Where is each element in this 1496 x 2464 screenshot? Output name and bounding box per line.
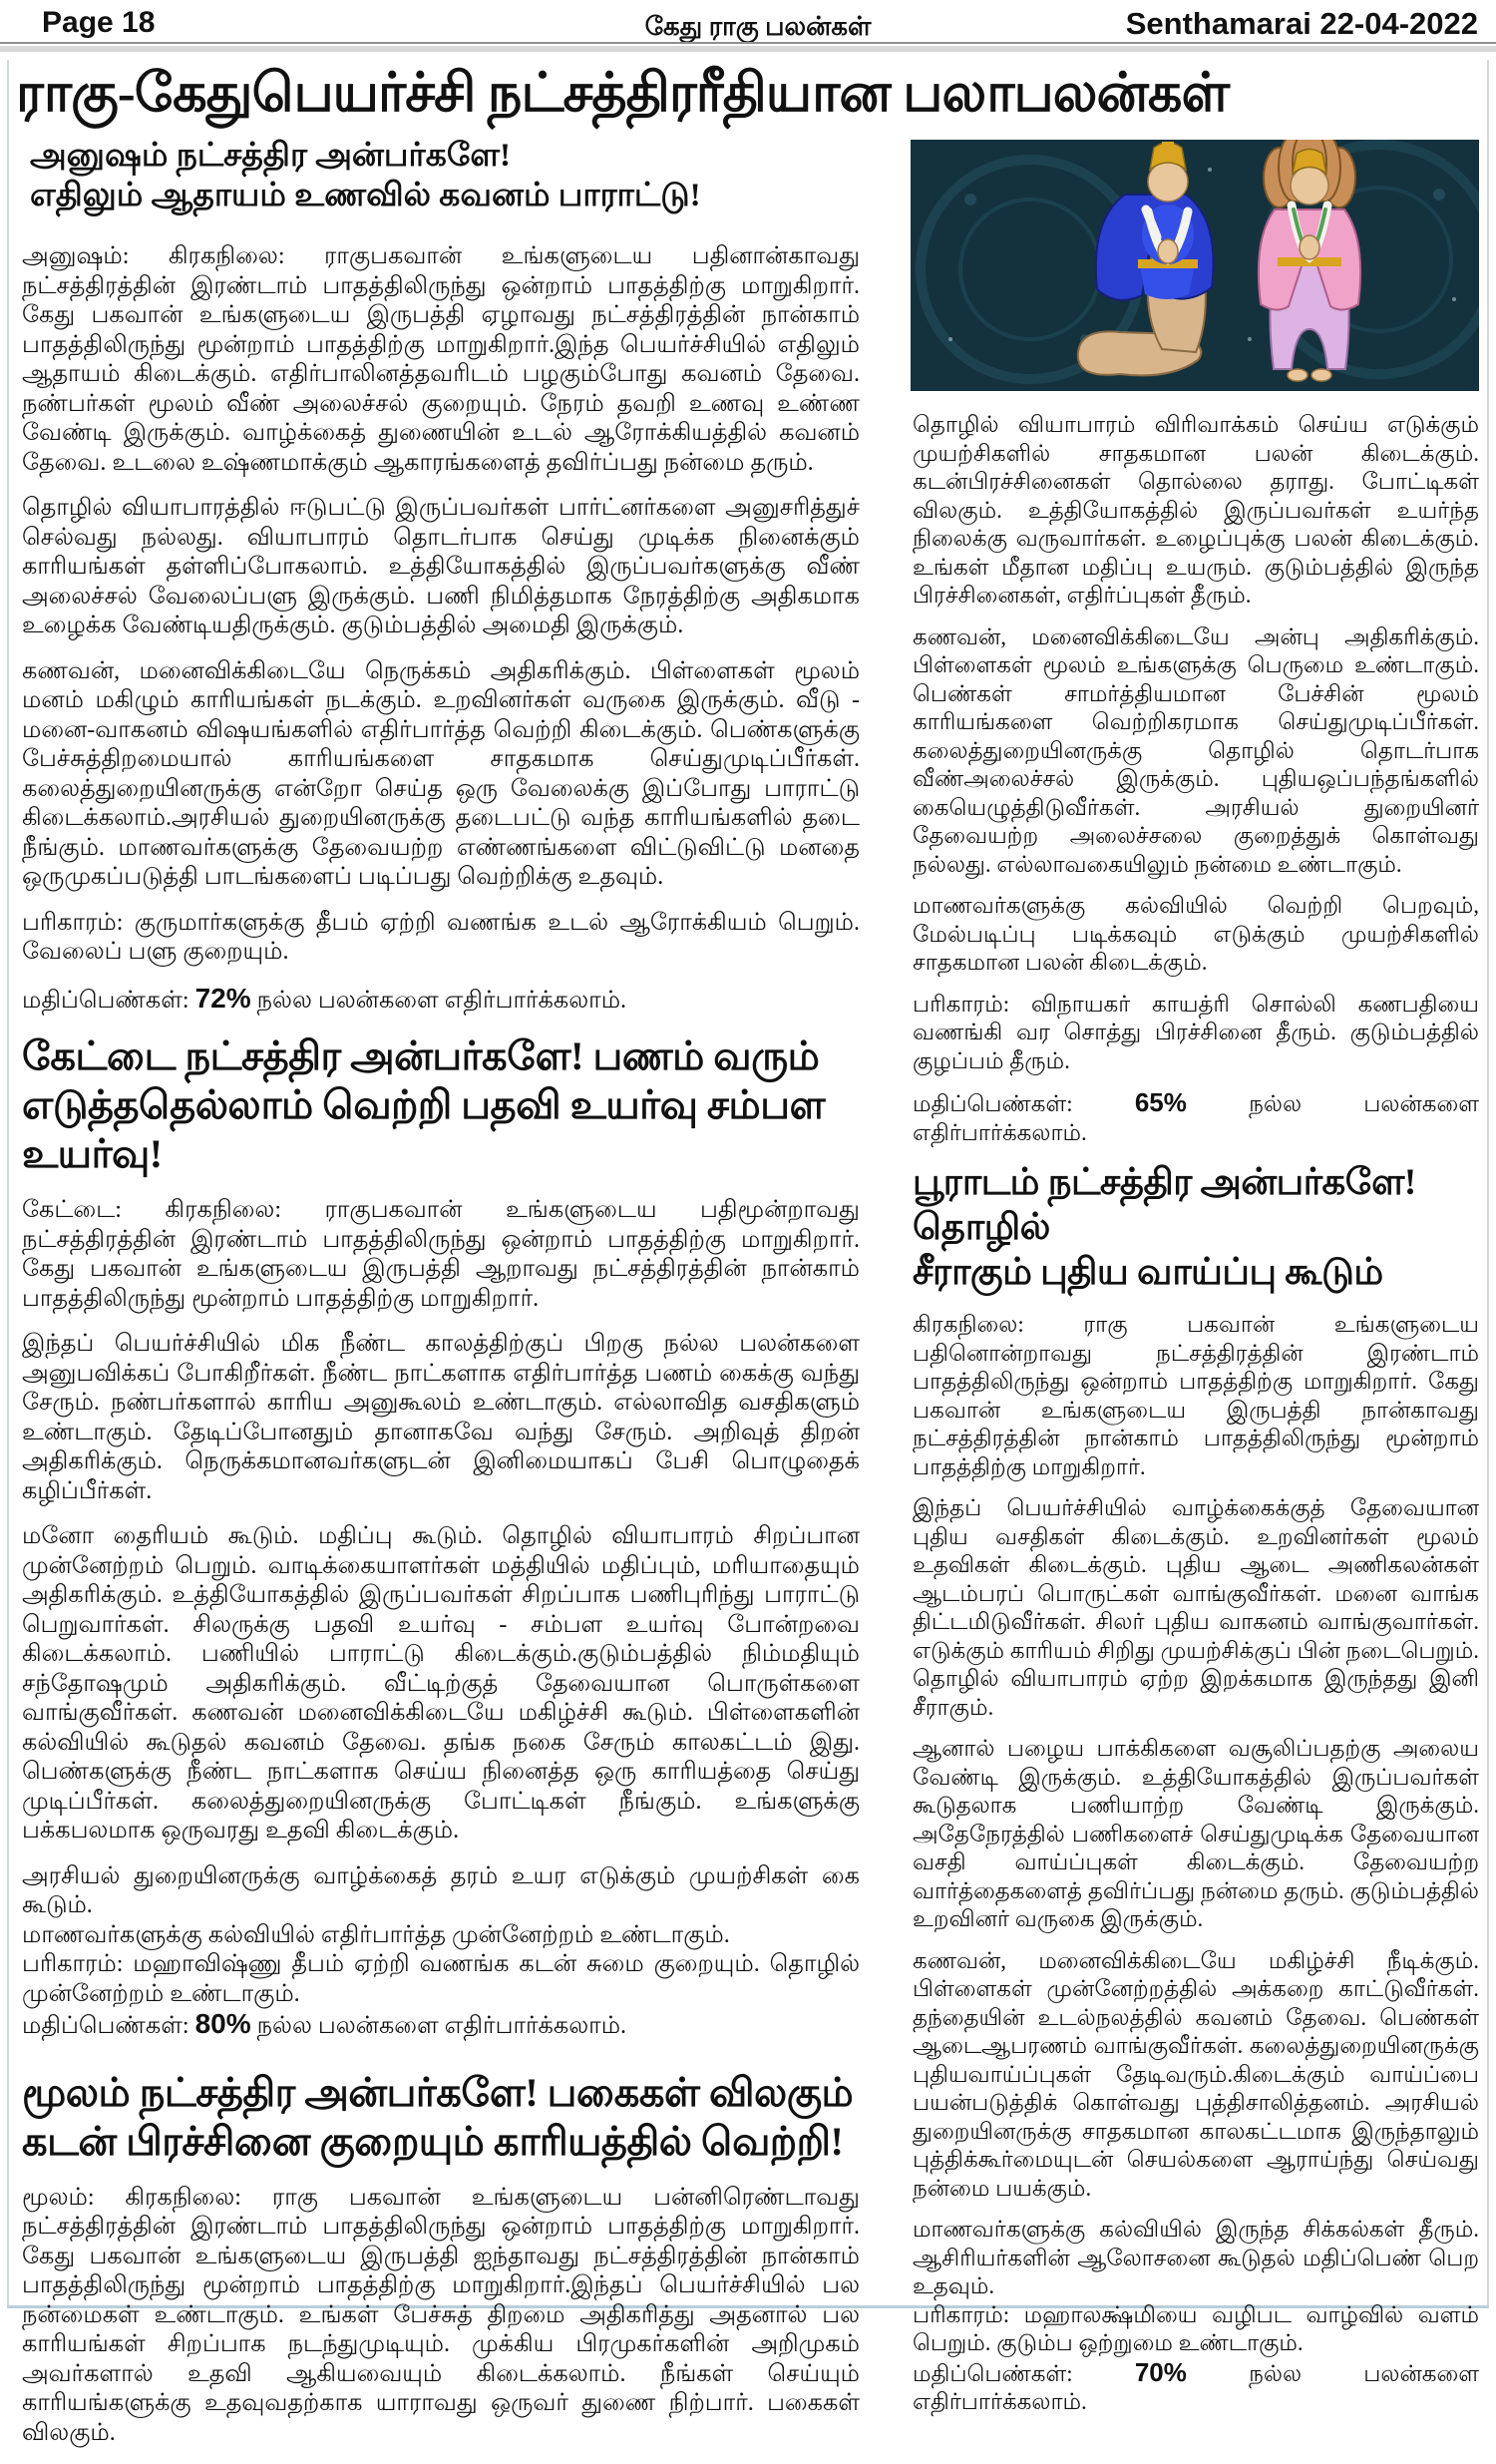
score-suffix: நல்ல பலன்களை எதிர்பார்க்கலாம். [913, 1091, 1479, 1145]
score-suffix: நல்ல பலன்களை எதிர்பார்க்கலாம். [256, 2013, 626, 2039]
pooradam-score [913, 2358, 1479, 2417]
moolam-heading [22, 2068, 860, 2166]
score-suffix: நல்ல பலன்களை எதிர்பார்க்கலாம். [913, 2360, 1479, 2414]
pooradam-paragraph-1: கிரகநிலை: ராகு பகவான் உங்களுடைய பதினொன்றாவது நட்சத்திரத்தின் இரண்டாம் பாதத்திலிருந்து ஒன்றாம் பாதத்திற்கு மாறுகிறார். கேது பகவான் உங்களுடைய இருபத்தி நான்காவது நட்சத்திரத்தின் நான்காம் பாதத்திலிருந்து மூன்றாம் பாதத்திற்கு மாறுகிறார். [913, 1312, 1479, 1479]
kettai-paragraph-5: மாணவர்களுக்கு கல்வியில் எதிர்பார்த்த முன்னேற்றம் உண்டாகும். [22, 1921, 730, 1948]
header-rule-light [0, 46, 1496, 52]
kettai-heading [22, 1031, 860, 1178]
pooradam-paragraph-2: இந்தப் பெயர்ச்சியில் வாழ்க்கைக்குத் தேவையான புதிய வசதிகள் கிடைக்கும். உறவினர்கள் மூலம் உதவிகள் கிடைக்கும். புதிய ஆடை அணிகலன்கள் ஆடம்பரப் பொருட்கள் வாங்குவீர்கள். மனை வாங்க திட்டமிடுவீர்கள். சிலர் புதிய வாகனம் வாங்குவார்கள். எடுக்கும் காரியம் சிறிது முயற்சிக்குப் பின் நடைபெறும். தொழில் வியாபாரம் ஏற்ற இறக்கமாக இருந்தது இனி சீராகும். [913, 1495, 1479, 1720]
anusham-heading-line2: எதிலும் ஆதாயம் உணவில் கவனம் பாராட்டு! [30, 178, 701, 213]
header-rule-dark [0, 42, 1496, 44]
left-column [22, 242, 860, 2464]
kettai-score [22, 2009, 860, 2042]
kettai-paragraph-4: அரசியல் துறையினருக்கு வாழ்க்கைத் தரம் உயர எடுக்கும் முயற்சிகள் கை கூடும். [22, 1862, 860, 1918]
kettai-paragraph-1: கேட்டை: கிரகநிலை: ராகுபகவான் உங்களுடைய பதிமூன்றாவது நட்சத்திரத்தின் இரண்டாம் பாதத்திலிருந்து ஒன்றாம் பாதத்திற்கு மாறுகிறார். கேது பகவான் உங்களுடைய இருபத்தி ஆறாவது நட்சத்திரத்தின் நான்காம் பாதத்திலிருந்து மூன்றாம் பாதத்திற்கு மாறுகிறார். [22, 1197, 860, 1312]
score-label: மதிப்பெண்கள்: [22, 987, 189, 1014]
score-label: மதிப்பெண்கள்: [22, 2013, 189, 2039]
anusham-heading [30, 136, 848, 215]
page-title: ராகு-கேதுபெயர்ச்சி நட்சத்திரரீதியான பலாபலன்கள் [16, 63, 1230, 123]
page-number: Page 18 [42, 6, 156, 39]
running-title: கேது ராகு பலன்கள் [644, 12, 872, 41]
moolam-score [913, 1088, 1479, 1147]
score-label: மதிப்பெண்கள்: [913, 1091, 1073, 1116]
score-suffix: நல்ல பலன்களை எதிர்பார்க்கலாம். [256, 987, 626, 1014]
moolam-paragraph-4: மாணவர்களுக்கு கல்வியில் வெற்றி பெறவும், மேல்படிப்பு படிக்கவும் எடுக்கும் முயற்சிகளில் சாதகமான பலன் கிடைக்கும். [913, 893, 1479, 975]
pooradam-heading [913, 1160, 1479, 1295]
pooradam-paragraph-5: மாணவர்களுக்கு கல்வியில் இருந்த சிக்கல்கள் தீரும். ஆசிரியர்களின் ஆலோசனை கூடுதல் மதிப்பெண் பெற உதவும். [913, 2217, 1479, 2298]
pooradam-heading-line1: பூராடம் நட்சத்திர அன்பர்களே! தொழில் [913, 1162, 1416, 1248]
score-value: 80% [194, 2008, 251, 2039]
score-label: மதிப்பெண்கள்: [913, 2360, 1073, 2386]
moolam-heading-line2: கடன் பிரச்சினை குறையும் காரியத்தில் வெற்றி! [22, 2118, 844, 2164]
anusham-score [22, 984, 860, 1017]
kettai-heading-line1: கேட்டை நட்சத்திர அன்பர்களே! பணம் வரும் [22, 1033, 820, 1078]
anusham-remedy: பரிகாரம்: குருமார்களுக்கு தீபம் ஏற்றி வணங்க உடல் ஆரோக்கியம் பெறும். வேலைப் பளு குறையும். [22, 909, 860, 965]
pooradam-remedy: பரிகாரம்: மஹாலக்ஷ்மியை வழிபட வாழ்வில் வளம் பெறும். குடும்ப ஒற்றுமை உண்டாகும். [913, 2301, 1479, 2355]
moolam-heading-line1: மூலம் நட்சத்திர அன்பர்களே! பகைகள் விலகும் [22, 2069, 854, 2115]
edition-date: Senthamarai 22-04-2022 [1125, 6, 1478, 41]
anusham-heading-line1: அனுஷம் நட்சத்திர அன்பர்களே! [30, 138, 512, 174]
right-column [913, 411, 1479, 2417]
anusham-paragraph-1: அனுஷம்: கிரகநிலை: ராகுபகவான் உங்களுடைய பதினான்காவது நட்சத்திரத்தின் இரண்டாம் பாதத்திலிருந்து ஒன்றாம் பாதத்திற்கு மாறுகிறார். கேது பகவான் உங்களுடைய இருபத்தி ஏழாவது நட்சத்திரத்தின் நான்காம் பாதத்திலிருந்து மூன்றாம் பாதத்திற்கு மாறுகிறார்.இந்த பெயர்ச்சியில் எதிலும் ஆதாயம் கிடைக்கும். எதிர்பாலினத்தவரிடம் பழகும்போது கவனம் தேவை. நண்பர்கள் மூலம் வீண் அலைச்சல் குறையும். நேரம் தவறி உணவு உண்ண வேண்டி இருக்கும். வாழ்க்கைத் துணையின் உடல் ஆரோக்கியத்தில் கவனம் தேவை. உடலை உஷ்ணமாக்கும் ஆகாரங்களைத் தவிர்ப்பது நன்மை தரும். [22, 243, 860, 476]
moolam-paragraph-2: தொழில் வியாபாரம் விரிவாக்கம் செய்ய எடுக்கும் முயற்சிகளில் சாதகமான பலன் கிடைக்கும். கடன்பிரச்சினைகள் தொல்லை தராது. போட்டிகள் விலகும். உத்தியோகத்தில் இருப்பவர்கள் உயர்ந்த நிலைக்கு வருவார்கள். உழைப்புக்கு பலன் கிடைக்கும். உங்கள் மீதான மதிப்பு உயரும். குடும்பத்தில் இருந்த பிரச்சினைகள், எதிர்ப்புகள் தீரும். [913, 412, 1479, 608]
anusham-paragraph-2: தொழில் வியாபாரத்தில் ஈடுபட்டு இருப்பவர்கள் பார்ட்னர்களை அனுசரித்துச் செல்வது நல்லது. வியாபாரம் தொடர்பாக செய்து முடிக்க நினைக்கும் காரியங்கள் தள்ளிப்போகலாம். உத்தியோகத்தில் இருப்பவர்களுக்கு வீண் அலைச்சல் வேலைப்பளு இருக்கும். பணி நிமித்தமாக நேரத்திற்கு அதிகமாக உழைக்க வேண்டியதிருக்கும். குடும்பத்தில் அமைதி இருக்கும். [22, 495, 860, 638]
score-value: 70% [1134, 2356, 1187, 2387]
anusham-paragraph-3: கணவன், மனைவிக்கிடையே நெருக்கம் அதிகரிக்கும். பிள்ளைகள் மூலம் மனம் மகிழும் காரியங்கள் நடக்கும். உறவினர்கள் வருகை இருக்கும். வீடு - மனை-வாகனம் விஷயங்களில் எதிர்பார்த்த வெற்றி கிடைக்கும். பெண்களுக்கு பேச்சுத்திறமையால் காரியங்களை சாதகமாக செய்துமுடிப்பீர்கள். கலைத்துறையினருக்கு என்றோ செய்த ஒரு வேலைக்கு இப்போது பாராட்டு கிடைக்கலாம்.அரசியல் துறையினருக்கு தடைபட்டு வந்த காரியங்களில் தடை நீங்கும். மாணவர்களுக்கு தேவையற்ற எண்ணங்களை விட்டுவிட்டு மனதை ஒருமுகப்படுத்தி பாடங்களைப் படிப்பது வெற்றிக்கு உதவும். [22, 657, 861, 890]
moolam-remedy: பரிகாரம்: விநாயகர் காயத்ரி சொல்லி கணபதியை வணங்கி வர சொத்து பிரச்சினை தீரும். குடும்பத்தில் குழப்பம் தீரும். [913, 991, 1479, 1073]
rahu-ketu-illustration [911, 140, 1479, 391]
pooradam-paragraph-4: கணவன், மனைவிக்கிடையே மகிழ்ச்சி நீடிக்கும். பிள்ளைகள் முன்னேற்றத்தில் அக்கறை காட்டுவீர்கள். தந்தையின் உடல்நலத்தில் கவனம் தேவை. பெண்கள் ஆடைஆபரணம் வாங்குவீர்கள். கலைத்துறையினருக்கு புதியவாய்ப்புகள் தேடிவரும்.கிடைக்கும் வாய்ப்பை பயன்படுத்திக் கொள்வது புத்திசாலித்தனம். அரசியல் துறையினருக்கு சாதகமான காலகட்டமாக இருந்தாலும் புத்திக்கூர்மையுடன் செயல்களை ஆராய்ந்து செய்வது நன்மை பயக்கும். [913, 1947, 1479, 2201]
kettai-paragraph-2: இந்தப் பெயர்ச்சியில் மிக நீண்ட காலத்திற்குப் பிறகு நல்ல பலன்களை அனுபவிக்கப் போகிறீர்கள். நீண்ட நாட்களாக எதிர்பார்த்த பணம் கைக்கு வந்து சேரும். நண்பர்களால் காரிய அனுகூலம் உண்டாகும். எல்லாவித வசதிகளும் உண்டாகும். தேடிப்போனதும் தானாகவே வந்து சேரும். அறிவுத் திறன் அதிகரிக்கும். நெருக்கமானவர்களுடன் இனிமையாகப் பேசி பொழுதைக் கழிப்பீர்கள். [22, 1331, 861, 1504]
kettai-paragraph-3: மனோ தைரியம் கூடும். மதிப்பு கூடும். தொழில் வியாபாரம் சிறப்பான முன்னேற்றம் பெறும். வாடிக்கையாளர்கள் மத்தியில் மதிப்பும், மரியாதையும் அதிகரிக்கும். உத்தியோகத்தில் இருப்பவர்கள் சிறப்பாக பணிபுரிந்து பாராட்டு பெறுவார்கள். சிலருக்கு பதவி உயர்வு - சம்பள உயர்வு போன்றவை கிடைக்கலாம். பணியில் பாராட்டு கிடைக்கும்.குடும்பத்தில் நிம்மதியும் சந்தோஷமும் அதிகரிக்கும். வீட்டிற்குத் தேவையான பொருள்களை வாங்குவீர்கள். கணவன் மனைவிக்கிடையே மகிழ்ச்சி கூடும். பிள்ளைகளின் கல்வியில் கூடுதல் கவனம் தேவை. தங்க நகை சேரும் காலகட்டம் இது. பெண்களுக்கு நீண்ட நாட்களாக செய்ய நினைத்த ஒரு காரியத்தை செய்து முடிப்பீர்கள். கலைத்துறையினருக்கு போட்டிகள் நீங்கும். உங்களுக்கு பக்கபலமாக ஒருவரது உதவி கிடைக்கும். [22, 1523, 860, 1844]
kettai-heading-line2: எடுத்ததெல்லாம் வெற்றி பதவி உயர்வு சம்பள உயர்வு! [22, 1082, 826, 1176]
pooradam-paragraph-3: ஆனால் பழைய பாக்கிகளை வசூலிப்பதற்கு அலைய வேண்டி இருக்கும். உத்தியோகத்தில் இருப்பவர்கள் கூடுதலாக பணியாற்ற வேண்டி இருக்கும். அதேநேரத்தில் பணிகளைச் செய்துமுடிக்க தேவையான வசதி வாய்ப்புகள் கிடைக்கும். தேவையற்ற வார்த்தைகளைத் தவிர்ப்பது நன்மை தரும். குடும்பத்தில் உறவினர் வருகை இருக்கும். [913, 1736, 1479, 1931]
moolam-paragraph-1: மூலம்: கிரகநிலை: ராகு பகவான் உங்களுடைய பன்னிரெண்டாவது நட்சத்திரத்தின் இரண்டாம் பாதத்திலிருந்து ஒன்றாம் பாதத்திற்கு மாறுகிறார். கேது பகவான் உங்களுடைய இருபத்தி ஐந்தாவது நட்சத்திரத்தின் நான்காம் பாதத்திலிருந்து மூன்றாம் பாதத்திற்கு மாறுகிறார்.இந்தப் பெயர்ச்சியில் பல நன்மைகள் உண்டாகும். உங்கள் பேச்சுத் திறமை அதிகரித்து அதனால் பல காரியங்கள் சிறப்பாக நடந்துமுடியும். முக்கிய பிரமுகர்களின் அறிமுகம் அவர்களால் உதவி ஆகியவையும் கிடைக்கலாம். நீங்கள் செய்யும் காரியங்களுக்கு உதவுவதற்காக யாராவது ஒருவர் துணை நிற்பார். பகைகள் விலகும். [22, 2184, 861, 2446]
pooradam-heading-line2: சீராகும் புதிய வாய்ப்பு கூடும் [913, 1252, 1383, 1293]
kettai-remedy: பரிகாரம்: மஹாவிஷ்ணு தீபம் ஏற்றி வணங்க கடன் சுமை குறையும். தொழில் முன்னேற்றம் உண்டாகும். [22, 1951, 860, 2007]
moolam-paragraph-3: கணவன், மனைவிக்கிடையே அன்பு அதிகரிக்கும். பிள்ளைகள் மூலம் உங்களுக்கு பெருமை உண்டாகும். பெண்கள் சாமர்த்தியமான பேச்சின் மூலம் காரியங்களை வெற்றிகரமாக செய்துமுடிப்பீர்கள். கலைத்துறையினருக்கு தொழில் தொடர்பாக வீண்அலைச்சல் இருக்கும். புதியஒப்பந்தங்களில் கையெழுத்திடுவீர்கள். அரசியல் துறையினர் தேவையற்ற அலைச்சலை குறைத்துக் கொள்வது நல்லது. எல்லாவகையிலும் நன்மை உண்டாகும். [913, 623, 1479, 877]
score-value: 65% [1134, 1087, 1187, 1117]
score-value: 72% [194, 982, 251, 1014]
